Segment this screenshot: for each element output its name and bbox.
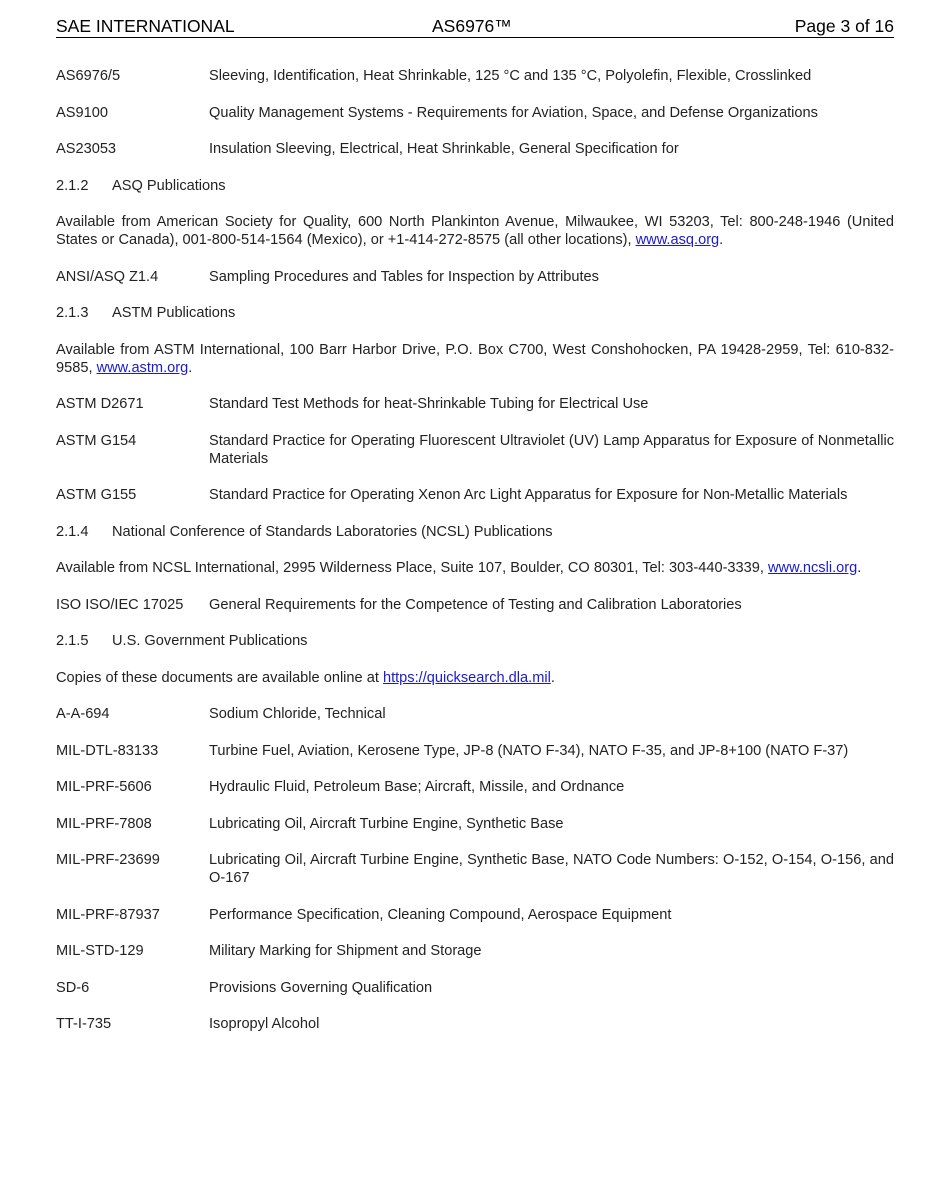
reference-code: ISO ISO/IEC 17025 xyxy=(56,596,184,613)
reference-title: Insulation Sleeving, Electrical, Heat Shrinkable, General Specification for xyxy=(209,141,679,157)
reference-title: Military Marking for Shipment and Storage xyxy=(209,943,482,959)
reference-entry xyxy=(56,432,894,468)
header-doc-number: AS6976™ xyxy=(432,16,512,36)
reference-code: AS6976/5 xyxy=(56,68,121,84)
section-title: ASQ Publications xyxy=(112,177,226,194)
ncsl-link[interactable]: www.ncsli.org xyxy=(768,560,858,576)
reference-title: Sodium Chloride, Technical xyxy=(209,706,386,722)
reference-entry xyxy=(56,705,894,723)
reference-title: Standard Practice for Operating Xenon Arc Light Apparatus for Exposure for Non-Metallic Materials xyxy=(209,487,848,503)
reference-code: AS9100 xyxy=(56,104,108,121)
reference-title: Isopropyl Alcohol xyxy=(209,1016,320,1032)
header-page-number: Page 3 of 16 xyxy=(794,16,894,36)
section-number: 2.1.4 xyxy=(56,523,89,540)
reference-code: ASTM G155 xyxy=(56,487,137,503)
reference-title: Performance Specification, Cleaning Compound, Aerospace Equipment xyxy=(209,906,672,923)
reference-entry xyxy=(56,395,894,413)
page-header xyxy=(56,16,894,38)
reference-code: MIL-PRF-87937 xyxy=(56,906,160,923)
section-heading-asq xyxy=(56,177,894,195)
reference-entry xyxy=(56,979,894,997)
reference-entry xyxy=(56,906,894,924)
reference-entry xyxy=(56,486,894,504)
reference-code: MIL-PRF-7808 xyxy=(56,815,152,832)
section-number: 2.1.3 xyxy=(56,305,89,321)
reference-title: Hydraulic Fluid, Petroleum Base; Aircraft, Missile, and Ordnance xyxy=(209,779,625,795)
reference-code: MIL-STD-129 xyxy=(56,943,144,959)
asq-link[interactable]: www.asq.org xyxy=(635,232,720,248)
quicksearch-link[interactable]: https://quicksearch.dla.mil xyxy=(382,669,551,686)
reference-title: Lubricating Oil, Aircraft Turbine Engine, Synthetic Base, NATO Code Numbers: O-152, O-154, O-156, and O-167 xyxy=(209,852,894,886)
reference-code: MIL-DTL-83133 xyxy=(56,742,159,759)
section-title: National Conference of Standards Laboratories (NCSL) Publications xyxy=(112,523,553,540)
reference-entry xyxy=(56,778,894,796)
reference-title: Lubricating Oil, Aircraft Turbine Engine, Synthetic Base xyxy=(209,815,564,832)
section-heading-astm xyxy=(56,304,894,322)
reference-entry xyxy=(56,742,894,760)
reference-code: ASTM G154 xyxy=(56,432,137,449)
reference-code: ASTM D2671 xyxy=(56,396,144,412)
reference-code: ANSI/ASQ Z1.4 xyxy=(56,268,159,285)
reference-title: Quality Management Systems - Requirements for Aviation, Space, and Defense Organizations xyxy=(209,104,818,121)
availability-paragraph-ncsl: Available from NCSL International, 2995 Wilderness Place, Suite 107, Boulder, CO 80301, Tel: 303-440-3339, www.ncsli.org. xyxy=(56,560,862,576)
reference-title: Turbine Fuel, Aviation, Kerosene Type, JP-8 (NATO F-34), NATO F-35, and JP-8+100 (NATO F-37) xyxy=(209,742,849,759)
reference-entry xyxy=(56,104,894,122)
reference-title: Sampling Procedures and Tables for Inspection by Attributes xyxy=(209,268,599,285)
section-title: U.S. Government Publications xyxy=(112,633,308,649)
availability-paragraph-asq: Available from American Society for Quality, 600 North Plankinton Avenue, Milwaukee, WI 53203, Tel: 800-248-1946 (United States or Canada), 001-800-514-1564 (Mexico), or +1-414-272-8575 (all other locations), www.asq.org. xyxy=(56,214,894,248)
reference-code: AS23053 xyxy=(56,141,117,157)
reference-code: SD-6 xyxy=(56,979,90,996)
reference-entry xyxy=(56,815,894,833)
reference-entry xyxy=(56,851,894,887)
reference-title: Provisions Governing Qualification xyxy=(209,979,433,996)
reference-title: Standard Practice for Operating Fluorescent Ultraviolet (UV) Lamp Apparatus for Exposure of Nonmetallic Materials xyxy=(209,432,894,467)
reference-code: MIL-PRF-23699 xyxy=(56,852,160,868)
reference-title: Sleeving, Identification, Heat Shrinkable, 125 °C and 135 °C, Polyolefin, Flexible, Crosslinked xyxy=(209,68,812,84)
section-title: ASTM Publications xyxy=(112,305,236,321)
reference-entry xyxy=(56,1015,894,1033)
reference-title: General Requirements for the Competence of Testing and Calibration Laboratories xyxy=(209,596,742,613)
document-body xyxy=(56,67,894,1052)
section-heading-ncsl xyxy=(56,523,894,541)
availability-paragraph-astm: Available from ASTM International, 100 Barr Harbor Drive, P.O. Box C700, West Conshohocken, PA 19428-2959, Tel: 610-832-9585, www.astm.org. xyxy=(56,341,894,376)
reference-code: TT-I-735 xyxy=(56,1016,112,1032)
section-heading-usgov xyxy=(56,632,894,650)
section-number: 2.1.2 xyxy=(56,177,89,194)
section-number: 2.1.5 xyxy=(56,633,89,649)
reference-code: A-A-694 xyxy=(56,706,110,722)
reference-entry xyxy=(56,942,894,960)
availability-paragraph-usgov: Copies of these documents are available online at https://quicksearch.dla.mil. xyxy=(56,669,555,686)
reference-entry xyxy=(56,596,894,614)
astm-link[interactable]: www.astm.org xyxy=(96,359,189,376)
reference-code: MIL-PRF-5606 xyxy=(56,779,152,795)
header-org: SAE INTERNATIONAL xyxy=(56,16,235,36)
reference-entry xyxy=(56,268,894,286)
reference-entry xyxy=(56,67,894,85)
reference-entry xyxy=(56,140,894,158)
reference-title: Standard Test Methods for heat-Shrinkable Tubing for Electrical Use xyxy=(209,396,649,412)
